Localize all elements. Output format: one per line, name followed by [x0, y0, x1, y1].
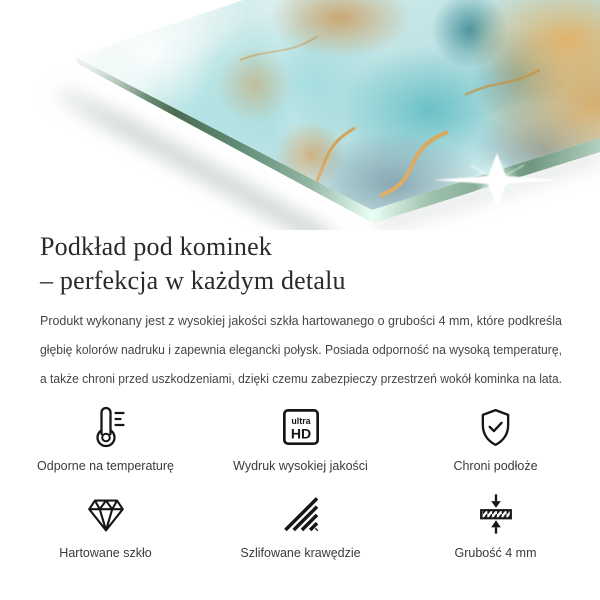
description-line: Produkt wykonany jest z wysokiej jakości szkła hartowanego o grubości 4 mm, które podkreśla	[40, 314, 562, 328]
diamond-icon	[83, 490, 129, 538]
feature-print-quality	[203, 403, 398, 474]
feature-label: Wydruk wysokiej jakości	[233, 459, 368, 473]
feature-thickness	[398, 490, 593, 561]
feature-grid	[8, 403, 593, 561]
feature-label: Szlifowane krawędzie	[240, 546, 361, 560]
ultra-hd-badge-top: ultra	[290, 415, 311, 426]
description-line: a także chroni przed uszkodzeniami, dzięki czemu zabezpieczy przestrzeń wokół kominka na lata.	[40, 372, 562, 386]
ultra-hd-icon	[276, 403, 326, 451]
shield-check-icon	[473, 403, 518, 451]
product-description	[40, 307, 562, 394]
feature-protects-floor	[398, 403, 593, 474]
feature-label: Hartowane szkło	[59, 546, 152, 560]
polished-edges-icon	[279, 490, 323, 538]
description-line: głębię kolorów nadruku i zapewnia elegancki połysk. Posiada odporność na wysoką temperaturę,	[40, 343, 562, 357]
feature-temperature	[8, 403, 203, 474]
feature-tempered-glass	[8, 490, 203, 561]
page-title	[40, 230, 346, 298]
ultra-hd-badge-bottom: HD	[290, 425, 311, 442]
sparkle-flare-icon	[432, 145, 562, 215]
thickness-icon	[473, 490, 519, 538]
thermometer-icon	[82, 403, 130, 451]
feature-label: Grubość 4 mm	[454, 546, 537, 560]
page-title-line1: Podkład pod kominek	[40, 232, 273, 261]
feature-label: Odporne na temperaturę	[37, 459, 174, 473]
feature-label: Chroni podłoże	[453, 459, 538, 473]
product-photo	[0, 0, 600, 230]
feature-polished-edges	[203, 490, 398, 561]
page-title-line2: – perfekcja w każdym detalu	[40, 266, 346, 295]
